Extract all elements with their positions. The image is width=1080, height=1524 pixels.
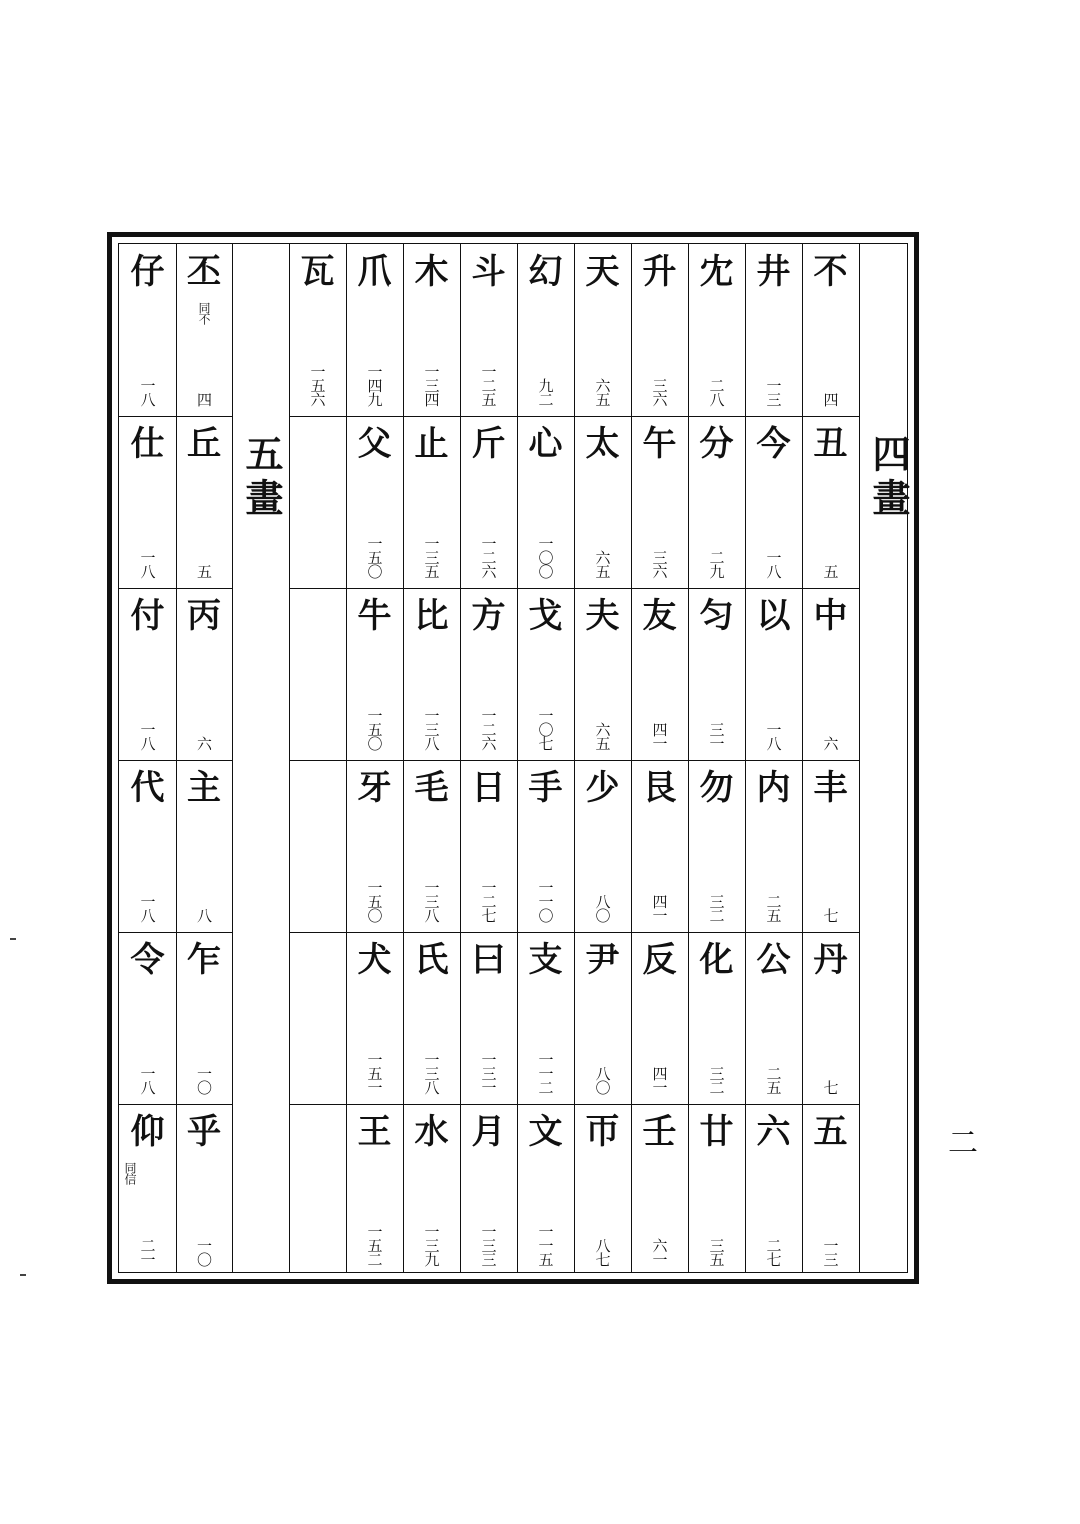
index-entry	[460, 416, 517, 588]
entry-character: 夫	[585, 596, 620, 636]
entry-character: 付	[130, 596, 165, 636]
entry-page-number: 一八	[764, 722, 783, 750]
entry-character: 井	[756, 252, 791, 292]
entry-character: 中	[813, 596, 848, 636]
index-entry	[119, 760, 176, 932]
entry-page-number: 一五〇	[365, 536, 384, 578]
entry-page-number: 三二	[707, 894, 726, 922]
entry-page-number: 八	[195, 908, 213, 922]
entry-page-number: 一〇〇	[536, 536, 555, 578]
entry-character: 公	[756, 940, 791, 980]
entry-page-number: 一三四	[422, 364, 441, 406]
entry-page-number: 三一	[707, 722, 726, 750]
column-divider	[859, 244, 860, 1272]
entry-page-number: 四	[821, 392, 840, 406]
entry-page-number: 一八	[764, 550, 783, 578]
entry-character: 五	[813, 1112, 848, 1152]
entry-character: 月	[471, 1112, 506, 1152]
index-entry	[631, 932, 688, 1104]
entry-character: 曰	[471, 940, 506, 980]
index-entry	[176, 416, 232, 588]
entry-page-number: 七	[821, 1080, 840, 1094]
entry-character: 水	[414, 1112, 449, 1152]
entry-character: 艮	[642, 768, 677, 808]
index-entry	[574, 416, 631, 588]
index-entry	[631, 416, 688, 588]
index-entry	[574, 760, 631, 932]
index-entry	[460, 588, 517, 760]
entry-page-number: 一一〇	[536, 880, 555, 922]
entry-page-number: 一五六	[308, 364, 327, 406]
index-entry	[176, 588, 232, 760]
index-entry	[517, 1104, 574, 1276]
entry-character: 文	[528, 1112, 563, 1152]
entry-character: 王	[357, 1112, 392, 1152]
entry-page-number: 一五一	[365, 1052, 384, 1094]
entry-page-number: 一五〇	[365, 708, 384, 750]
entry-page-number: 八〇	[593, 1066, 612, 1094]
index-entry	[517, 760, 574, 932]
entry-page-number: 一〇	[195, 1066, 213, 1094]
entry-page-number: 一八	[138, 378, 157, 406]
index-entry	[289, 416, 346, 588]
entry-character: 日	[471, 768, 506, 808]
index-entry	[176, 932, 232, 1104]
entry-character: 仔	[130, 252, 165, 292]
index-entry	[802, 416, 859, 588]
index-entry	[119, 932, 176, 1104]
index-entry	[688, 760, 745, 932]
entry-page-number: 一三九	[422, 1224, 441, 1266]
index-entry	[460, 760, 517, 932]
entry-page-number: 三六	[650, 550, 669, 578]
entry-page-number: 一一五	[536, 1224, 555, 1266]
index-entry	[346, 760, 403, 932]
index-entry	[631, 244, 688, 416]
index-entry	[688, 588, 745, 760]
entry-page-number: 二八	[707, 378, 726, 406]
entry-character: 天	[585, 252, 620, 292]
entry-page-number: 八七	[593, 1238, 612, 1266]
index-entry	[802, 760, 859, 932]
entry-page-number: 一〇七	[536, 708, 555, 750]
entry-page-number: 一三	[764, 378, 783, 406]
index-entry	[517, 932, 574, 1104]
entry-page-number: 六一	[650, 1238, 669, 1266]
index-entry	[631, 760, 688, 932]
entry-character: 心	[528, 424, 563, 464]
entry-character: 木	[414, 252, 449, 292]
entry-page-number: 八〇	[593, 894, 612, 922]
entry-character: 太	[585, 424, 620, 464]
entry-character: 幻	[528, 252, 563, 292]
index-entry	[119, 588, 176, 760]
entry-page-number: 二五	[764, 1066, 783, 1094]
entry-character: 方	[471, 596, 506, 636]
index-entry	[176, 1104, 232, 1276]
entry-page-number: 一八	[138, 894, 157, 922]
entry-page-number: 二一	[138, 1238, 157, 1266]
index-entry	[574, 932, 631, 1104]
index-entry	[745, 760, 802, 932]
index-entry	[745, 416, 802, 588]
entry-character: 升	[642, 252, 677, 292]
index-entry	[688, 932, 745, 1104]
entry-page-number: 五	[195, 564, 213, 578]
entry-page-number: 七	[821, 908, 840, 922]
entry-character: 分	[699, 424, 734, 464]
entry-character: 冘	[699, 252, 734, 292]
entry-character: 少	[585, 768, 620, 808]
index-entry	[631, 1104, 688, 1276]
entry-character: 丕	[187, 252, 221, 292]
entry-character: 丑	[813, 424, 848, 464]
index-entry	[346, 1104, 403, 1276]
entry-page-number: 二七	[764, 1238, 783, 1266]
entry-page-number: 一一二	[536, 1052, 555, 1094]
entry-character: 令	[130, 940, 165, 980]
entry-character: 六	[756, 1112, 791, 1152]
index-entry	[802, 244, 859, 416]
entry-page-number: 四一	[650, 722, 669, 750]
page-number: 二	[948, 1126, 978, 1161]
entry-character: 斤	[471, 424, 506, 464]
entry-character: 父	[357, 424, 392, 464]
index-entry	[176, 760, 232, 932]
entry-page-number: 六五	[593, 550, 612, 578]
index-entry	[745, 1104, 802, 1276]
entry-page-number: 一五二	[365, 1224, 384, 1266]
index-entry	[176, 244, 232, 416]
entry-page-number: 一三一	[479, 1052, 498, 1094]
entry-character: 氏	[414, 940, 449, 980]
index-entry	[517, 588, 574, 760]
entry-page-number: 三六	[650, 378, 669, 406]
entry-page-number: 一八	[138, 1066, 157, 1094]
entry-character: 友	[642, 596, 677, 636]
index-entry	[688, 244, 745, 416]
entry-character: 内	[756, 768, 791, 808]
entry-note: 同不	[197, 302, 211, 324]
index-entry	[517, 416, 574, 588]
entry-character: 瓦	[300, 252, 335, 292]
entry-character: 代	[130, 768, 165, 808]
entry-character: 不	[813, 252, 848, 292]
index-entry	[403, 588, 460, 760]
index-entry	[688, 1104, 745, 1276]
index-entry	[745, 244, 802, 416]
entry-character: 以	[756, 596, 791, 636]
index-entry	[574, 588, 631, 760]
entry-character: 丘	[187, 424, 221, 464]
entry-page-number: 一八	[138, 722, 157, 750]
entry-character: 匀	[699, 596, 734, 636]
entry-character: 午	[642, 424, 677, 464]
entry-page-number: 二九	[707, 550, 726, 578]
entry-page-number: 六	[821, 736, 840, 750]
index-entry	[631, 588, 688, 760]
index-entry	[289, 588, 346, 760]
index-entry	[403, 932, 460, 1104]
entry-character: 戈	[528, 596, 563, 636]
index-entry	[688, 416, 745, 588]
entry-character: 帀	[585, 1112, 620, 1152]
entry-page-number: 一五〇	[365, 880, 384, 922]
scan-mark	[20, 1274, 26, 1276]
entry-character: 尹	[585, 940, 620, 980]
index-entry	[745, 932, 802, 1104]
index-entry	[289, 1104, 346, 1276]
entry-page-number: 六	[195, 736, 213, 750]
entry-page-number: 一三八	[422, 708, 441, 750]
entry-page-number: 一三八	[422, 1052, 441, 1094]
entry-character: 手	[528, 768, 563, 808]
entry-character: 牛	[357, 596, 392, 636]
entry-character: 毛	[414, 768, 449, 808]
entry-page-number: 二五	[764, 894, 783, 922]
index-entry	[403, 244, 460, 416]
entry-page-number: 一四九	[365, 364, 384, 406]
entry-character: 斗	[471, 252, 506, 292]
entry-character: 爪	[357, 252, 392, 292]
index-entry	[289, 760, 346, 932]
index-entry	[574, 1104, 631, 1276]
index-entry	[517, 244, 574, 416]
entry-character: 丹	[813, 940, 848, 980]
entry-character: 比	[414, 596, 449, 636]
index-entry	[460, 932, 517, 1104]
entry-character: 勿	[699, 768, 734, 808]
index-entry	[289, 932, 346, 1104]
entry-character: 廿	[699, 1112, 734, 1152]
index-entry	[460, 1104, 517, 1276]
index-entry	[119, 1104, 176, 1276]
index-entry	[802, 932, 859, 1104]
index-entry	[403, 416, 460, 588]
section-title-five-strokes: 五畫	[239, 434, 284, 522]
entry-character: 乎	[187, 1112, 221, 1152]
entry-character: 仰	[130, 1112, 165, 1152]
entry-character: 反	[642, 940, 677, 980]
index-entry	[745, 588, 802, 760]
entry-page-number: 三五	[707, 1238, 726, 1266]
entry-page-number: 一三	[821, 1238, 840, 1266]
entry-character: 犬	[357, 940, 392, 980]
entry-page-number: 一二六	[479, 536, 498, 578]
entry-character: 牙	[357, 768, 392, 808]
entry-page-number: 四一	[650, 894, 669, 922]
entry-character: 仕	[130, 424, 165, 464]
entry-page-number: 三二	[707, 1066, 726, 1094]
index-entry	[403, 1104, 460, 1276]
entry-character: 乍	[187, 940, 221, 980]
index-entry	[802, 588, 859, 760]
index-entry	[460, 244, 517, 416]
entry-page-number: 一二五	[479, 364, 498, 406]
entry-page-number: 一三八	[422, 880, 441, 922]
entry-character: 支	[528, 940, 563, 980]
entry-page-number: 一三五	[422, 536, 441, 578]
index-entry	[119, 416, 176, 588]
index-entry	[346, 244, 403, 416]
entry-page-number: 四一	[650, 1066, 669, 1094]
entry-character: 化	[699, 940, 734, 980]
entry-page-number: 一八	[138, 550, 157, 578]
table-frame	[107, 232, 919, 1284]
index-entry	[289, 244, 346, 416]
index-entry	[802, 1104, 859, 1276]
entry-note: 同信	[123, 1162, 137, 1184]
entry-character: 丰	[813, 768, 848, 808]
column-divider	[232, 244, 233, 1272]
entry-page-number: 四	[195, 392, 213, 406]
section-title-four-strokes: 四畫	[866, 434, 911, 522]
entry-page-number: 一三三	[479, 1224, 498, 1266]
entry-character: 主	[187, 768, 221, 808]
entry-page-number: 一〇	[195, 1238, 213, 1266]
entry-character: 丙	[187, 596, 221, 636]
entry-page-number: 一二六	[479, 708, 498, 750]
index-entry	[346, 416, 403, 588]
scan-mark	[10, 938, 16, 940]
index-entry	[346, 932, 403, 1104]
index-entry	[119, 244, 176, 416]
entry-page-number: 九二	[536, 378, 555, 406]
entry-character: 今	[756, 424, 791, 464]
entry-page-number: 一二七	[479, 880, 498, 922]
entry-character: 止	[414, 424, 449, 464]
entry-character: 壬	[642, 1112, 677, 1152]
table-inner-border	[118, 243, 911, 1273]
entry-page-number: 六五	[593, 378, 612, 406]
index-entry	[403, 760, 460, 932]
entry-page-number: 五	[821, 564, 840, 578]
entry-page-number: 六五	[593, 722, 612, 750]
index-entry	[346, 588, 403, 760]
index-entry	[574, 244, 631, 416]
